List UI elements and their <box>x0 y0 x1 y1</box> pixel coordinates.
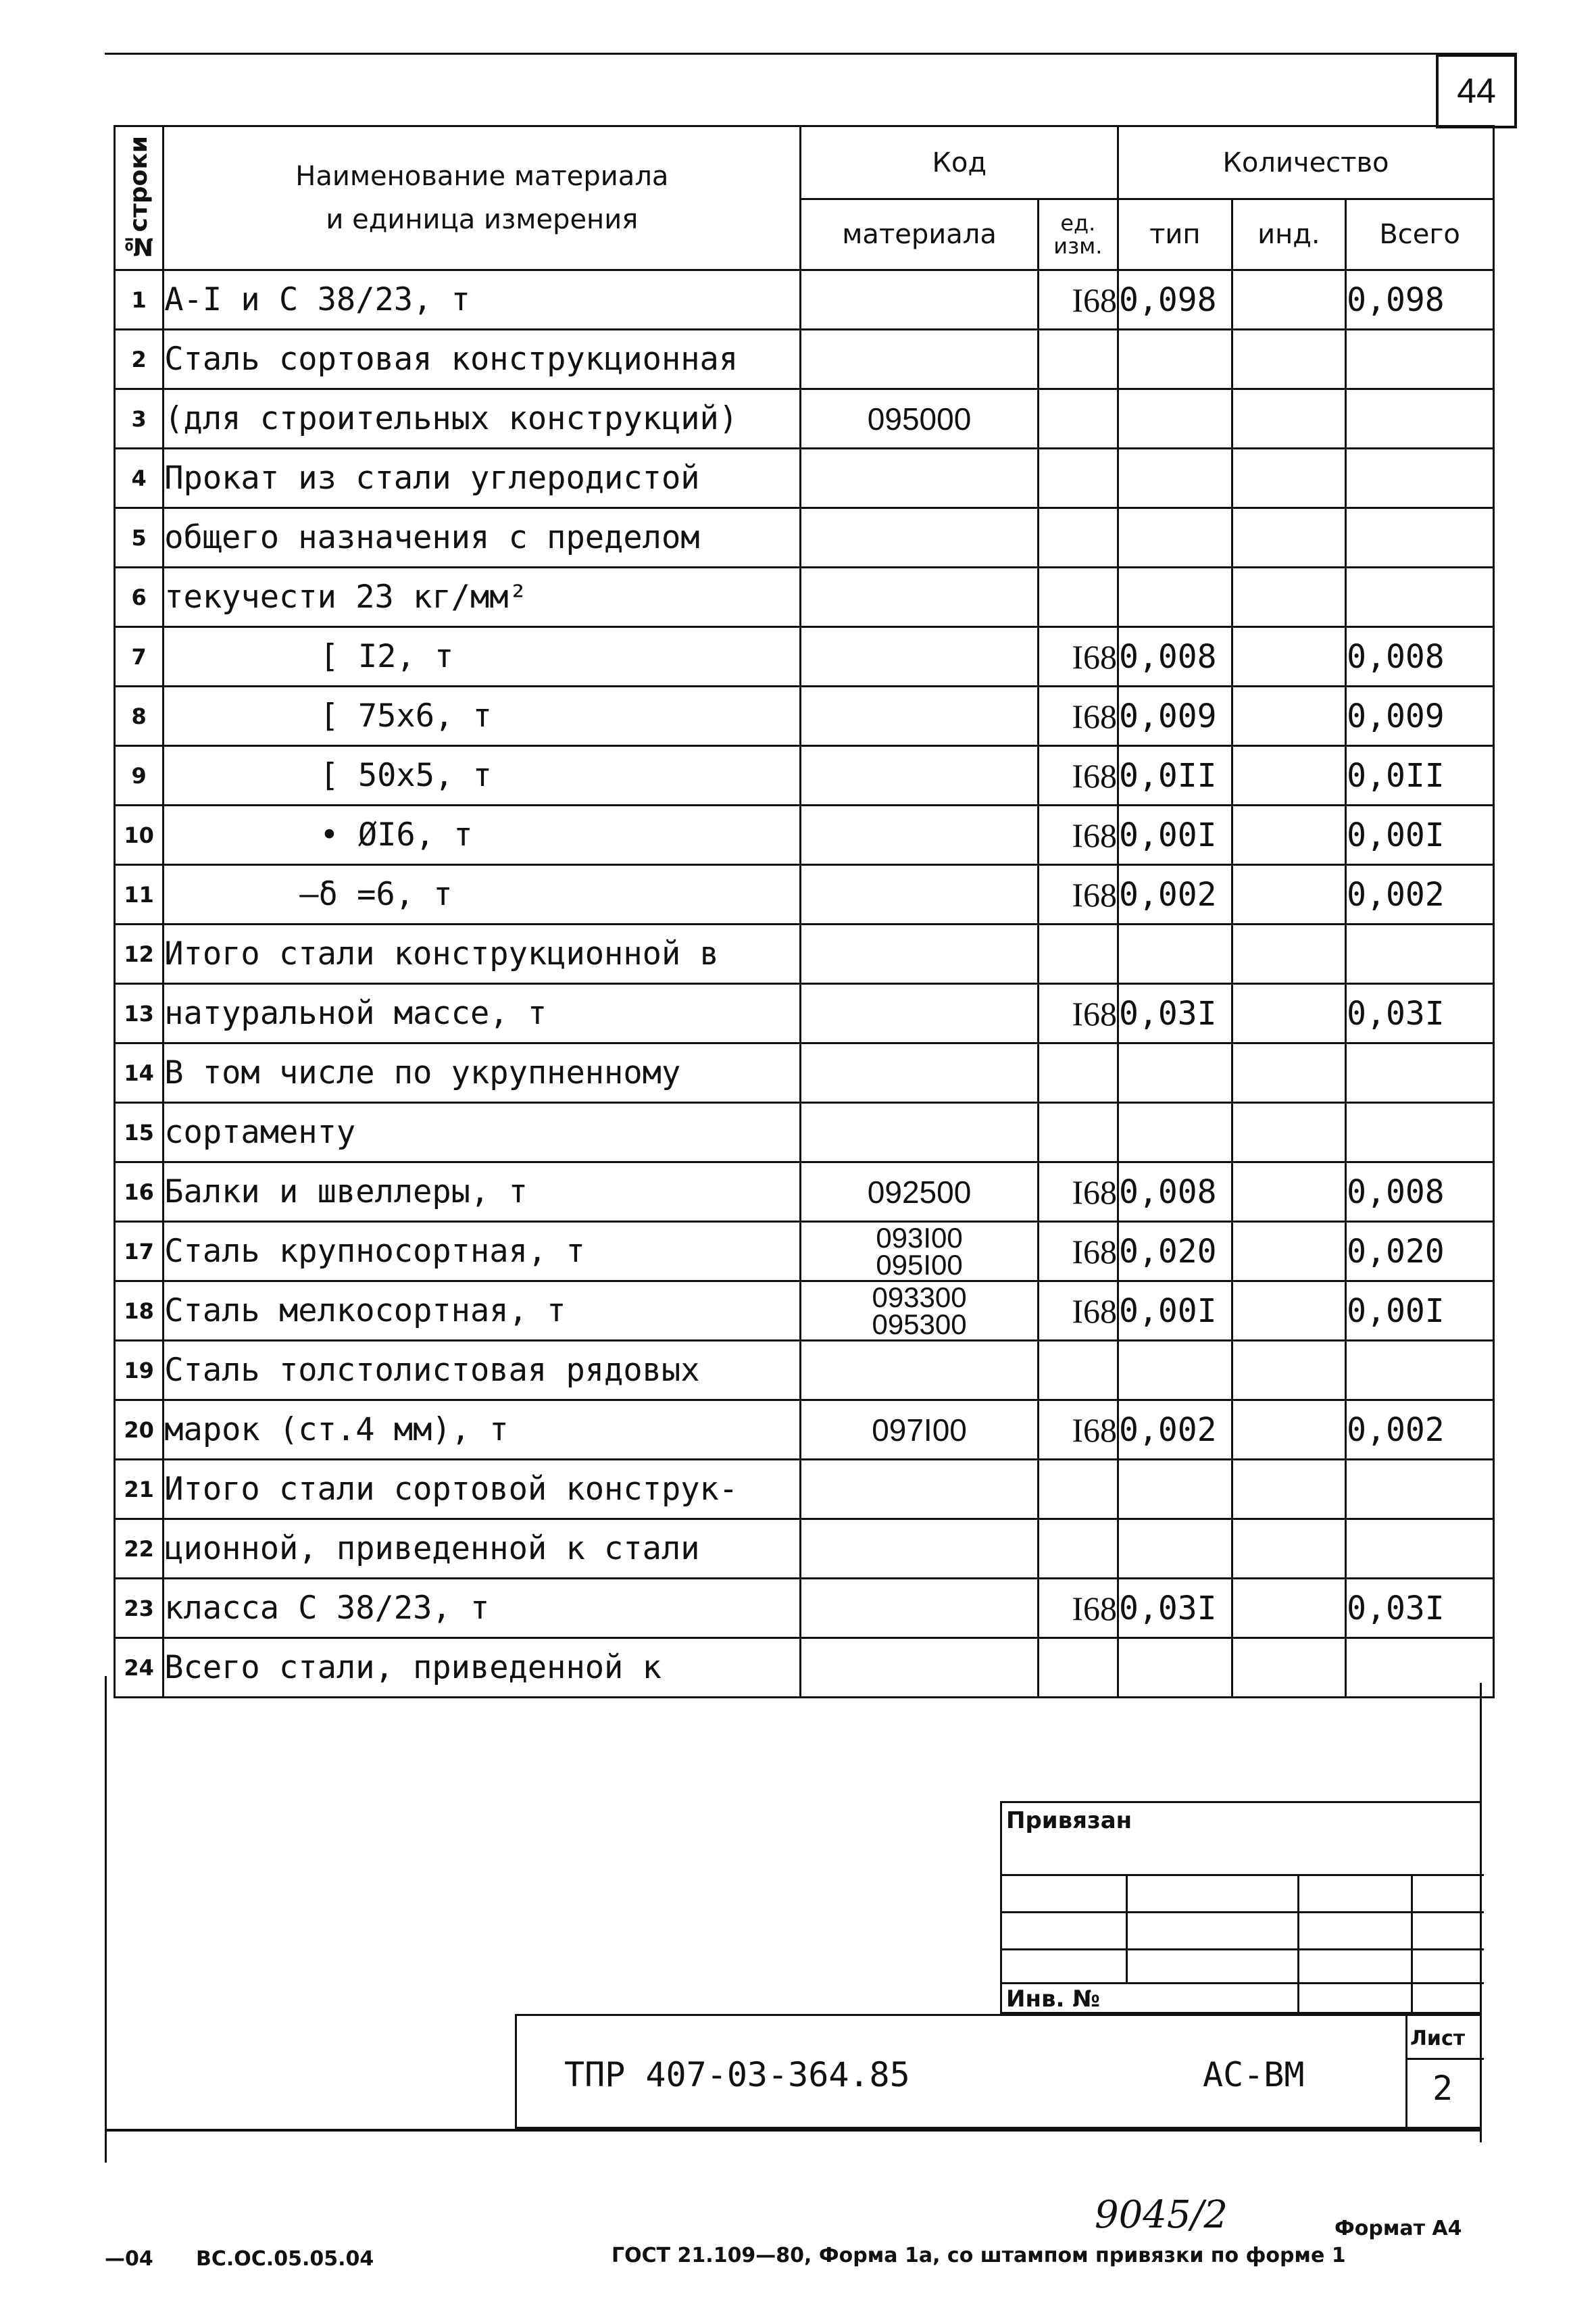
type-value <box>1118 508 1232 568</box>
table-row <box>115 687 1494 746</box>
material-code <box>801 1519 1038 1579</box>
row-number: 17 <box>115 1222 164 1281</box>
material-name-header <box>164 126 801 270</box>
total-value: 0,0II <box>1346 746 1494 806</box>
row-number: 2 <box>115 330 164 389</box>
total-value: 0,020 <box>1346 1222 1494 1281</box>
material-code-header: материала <box>801 199 1038 270</box>
unit-code <box>1038 1341 1118 1400</box>
row-number: 13 <box>115 984 164 1043</box>
unit-code: I68 <box>1038 984 1118 1043</box>
table-row <box>115 925 1494 984</box>
stamp-line <box>1297 1874 1299 2016</box>
total-value <box>1346 449 1494 508</box>
table-row <box>115 1162 1494 1222</box>
stamp-line <box>1126 1874 1128 1982</box>
unit-code <box>1038 330 1118 389</box>
table-row <box>115 1400 1494 1460</box>
ind-value <box>1232 270 1346 330</box>
material-code <box>801 1222 1038 1281</box>
unit-code <box>1038 508 1118 568</box>
handwritten-archive-number: 9045/2 <box>1095 2193 1228 2237</box>
materials-table <box>114 125 1495 1698</box>
material-code <box>801 984 1038 1043</box>
type-value <box>1118 389 1232 449</box>
ind-value <box>1232 627 1346 687</box>
ind-value <box>1232 925 1346 984</box>
total-value <box>1346 508 1494 568</box>
type-value <box>1118 1103 1232 1162</box>
type-value <box>1118 1341 1232 1400</box>
unit-code: I68 <box>1038 1222 1118 1281</box>
table-row <box>115 1281 1494 1341</box>
table-row <box>115 1579 1494 1638</box>
total-value: 0,03I <box>1346 1579 1494 1638</box>
table-row <box>115 746 1494 806</box>
material-name: • ØI6, т <box>164 806 801 865</box>
row-number: 23 <box>115 1579 164 1638</box>
unit-code <box>1038 449 1118 508</box>
material-code <box>801 627 1038 687</box>
unit-code: I68 <box>1038 1162 1118 1222</box>
ind-value <box>1232 1400 1346 1460</box>
material-name: класса С 38/23, т <box>164 1579 801 1638</box>
ind-value <box>1232 1519 1346 1579</box>
row-number: 16 <box>115 1162 164 1222</box>
total-value <box>1346 1519 1494 1579</box>
material-name: А-I и С 38/23, т <box>164 270 801 330</box>
section-code: АС-ВМ <box>1203 2055 1305 2094</box>
table-row <box>115 1222 1494 1281</box>
ind-value <box>1232 1638 1346 1698</box>
unit-header: ед. изм. <box>1038 199 1118 270</box>
material-name: Прокат из стали углеродистой <box>164 449 801 508</box>
type-value: 0,009 <box>1118 687 1232 746</box>
material-code: 095000 <box>801 389 1038 449</box>
material-name-header-line1: Наименование материала <box>295 161 669 192</box>
type-value: 0,008 <box>1118 627 1232 687</box>
total-value <box>1346 1103 1494 1162</box>
total-header: Всего <box>1346 199 1494 270</box>
table-row <box>115 508 1494 568</box>
footer-left-code: —04 <box>105 2247 153 2271</box>
total-value <box>1346 1043 1494 1103</box>
type-value: 0,002 <box>1118 865 1232 925</box>
total-value: 0,008 <box>1346 627 1494 687</box>
ind-value <box>1232 746 1346 806</box>
row-number: 1 <box>115 270 164 330</box>
row-number: 15 <box>115 1103 164 1162</box>
material-code <box>801 1043 1038 1103</box>
material-name: Итого стали сортовой конструк- <box>164 1460 801 1519</box>
material-code <box>801 270 1038 330</box>
unit-code <box>1038 1519 1118 1579</box>
table-row <box>115 627 1494 687</box>
material-code <box>801 1638 1038 1698</box>
row-number: 12 <box>115 925 164 984</box>
ind-header: инд. <box>1232 199 1346 270</box>
unit-code <box>1038 568 1118 627</box>
total-value <box>1346 925 1494 984</box>
format-label: Формат А4 <box>1335 2217 1462 2240</box>
ind-value <box>1232 568 1346 627</box>
ind-value <box>1232 330 1346 389</box>
material-code-line2: 095I00 <box>876 1248 963 1281</box>
material-code <box>801 568 1038 627</box>
material-code <box>801 508 1038 568</box>
row-number: 5 <box>115 508 164 568</box>
row-number: 10 <box>115 806 164 865</box>
material-name: [ 75x6, т <box>164 687 801 746</box>
total-value: 0,009 <box>1346 687 1494 746</box>
material-code <box>801 1579 1038 1638</box>
total-value <box>1346 330 1494 389</box>
title-block <box>515 2014 1482 2129</box>
unit-code: I68 <box>1038 627 1118 687</box>
unit-code <box>1038 1043 1118 1103</box>
title-divider <box>1405 2016 1407 2131</box>
inventory-number-label: Инв. № <box>1006 1986 1101 2013</box>
type-value: 0,0II <box>1118 746 1232 806</box>
left-frame-line <box>105 1676 107 2163</box>
material-name: Сталь крупносортная, т <box>164 1222 801 1281</box>
total-value <box>1346 1341 1494 1400</box>
ind-value <box>1232 1460 1346 1519</box>
sheet-label: Лист <box>1410 2027 1466 2050</box>
material-name: [ 50x5, т <box>164 746 801 806</box>
row-number: 8 <box>115 687 164 746</box>
ind-value <box>1232 687 1346 746</box>
type-value: 0,03I <box>1118 1579 1232 1638</box>
material-code <box>801 687 1038 746</box>
material-code <box>801 1281 1038 1341</box>
row-number-header-label: №строки <box>125 136 153 260</box>
binding-label: Привязан <box>1006 1807 1132 1834</box>
row-number: 7 <box>115 627 164 687</box>
table-row <box>115 865 1494 925</box>
row-number: 6 <box>115 568 164 627</box>
row-number: 19 <box>115 1341 164 1400</box>
material-code <box>801 1341 1038 1400</box>
row-number: 9 <box>115 746 164 806</box>
total-value <box>1346 1638 1494 1698</box>
unit-code <box>1038 1460 1118 1519</box>
ind-value <box>1232 865 1346 925</box>
row-number: 24 <box>115 1638 164 1698</box>
total-value: 0,002 <box>1346 865 1494 925</box>
row-number-header <box>115 126 164 270</box>
binding-stamp <box>1000 1801 1482 2014</box>
table-row <box>115 449 1494 508</box>
title-divider <box>1405 2058 1484 2060</box>
ind-value <box>1232 1043 1346 1103</box>
table-row <box>115 1043 1494 1103</box>
material-name: Балки и швеллеры, т <box>164 1162 801 1222</box>
material-name: Итого стали конструкционной в <box>164 925 801 984</box>
table-row <box>115 1519 1494 1579</box>
ind-value <box>1232 1103 1346 1162</box>
row-number: 3 <box>115 389 164 449</box>
material-code-line2: 095300 <box>872 1308 967 1340</box>
ind-value <box>1232 508 1346 568</box>
material-code <box>801 925 1038 984</box>
material-code <box>801 1460 1038 1519</box>
row-number: 21 <box>115 1460 164 1519</box>
material-name: Сталь толстолистовая рядовых <box>164 1341 801 1400</box>
table-row <box>115 984 1494 1043</box>
ind-value <box>1232 806 1346 865</box>
ind-value <box>1232 1341 1346 1400</box>
quantity-header: Количество <box>1118 126 1494 199</box>
type-value: 0,020 <box>1118 1222 1232 1281</box>
ind-value <box>1232 1579 1346 1638</box>
table-row <box>115 1103 1494 1162</box>
type-value <box>1118 1519 1232 1579</box>
total-value <box>1346 389 1494 449</box>
row-number: 14 <box>115 1043 164 1103</box>
code-header: Код <box>801 126 1118 199</box>
material-name: [ I2, т <box>164 627 801 687</box>
total-value: 0,002 <box>1346 1400 1494 1460</box>
sheet-number: 2 <box>1432 2069 1453 2108</box>
ind-value <box>1232 1222 1346 1281</box>
material-name: (для строительных конструкций) <box>164 389 801 449</box>
ind-value <box>1232 984 1346 1043</box>
unit-code: I68 <box>1038 1579 1118 1638</box>
unit-code: I68 <box>1038 1281 1118 1341</box>
table-row <box>115 1460 1494 1519</box>
material-name: общего назначения с пределом <box>164 508 801 568</box>
type-value: 0,008 <box>1118 1162 1232 1222</box>
ind-value <box>1232 1162 1346 1222</box>
type-value <box>1118 449 1232 508</box>
type-value: 0,098 <box>1118 270 1232 330</box>
material-name: В том числе по укрупненному <box>164 1043 801 1103</box>
row-number: 4 <box>115 449 164 508</box>
material-code <box>801 449 1038 508</box>
type-value <box>1118 1043 1232 1103</box>
ind-value <box>1232 389 1346 449</box>
total-value: 0,008 <box>1346 1162 1494 1222</box>
row-number: 11 <box>115 865 164 925</box>
type-value <box>1118 1638 1232 1698</box>
unit-code <box>1038 1638 1118 1698</box>
unit-code: I68 <box>1038 806 1118 865</box>
total-value: 0,098 <box>1346 270 1494 330</box>
material-name: Сталь сортовая конструкционная <box>164 330 801 389</box>
material-code <box>801 1103 1038 1162</box>
type-header: тип <box>1118 199 1232 270</box>
unit-code: I68 <box>1038 687 1118 746</box>
unit-code: I68 <box>1038 865 1118 925</box>
material-name: сортаменту <box>164 1103 801 1162</box>
gost-reference: ГОСТ 21.109—80, Форма 1а, со штампом привязки по форме 1 <box>612 2244 1346 2267</box>
total-value: 0,00I <box>1346 806 1494 865</box>
table-row <box>115 568 1494 627</box>
total-value <box>1346 1460 1494 1519</box>
material-code <box>801 746 1038 806</box>
material-code: 092500 <box>801 1162 1038 1222</box>
type-value: 0,00I <box>1118 806 1232 865</box>
total-value <box>1346 568 1494 627</box>
stamp-line <box>1411 1874 1413 2016</box>
type-value: 0,03I <box>1118 984 1232 1043</box>
material-code-line1: 093300 <box>872 1281 967 1313</box>
table-row <box>115 1638 1494 1698</box>
type-value: 0,00I <box>1118 1281 1232 1341</box>
unit-code: I68 <box>1038 1400 1118 1460</box>
unit-code: I68 <box>1038 746 1118 806</box>
material-code: 097I00 <box>801 1400 1038 1460</box>
material-name-header-line2: и единица измерения <box>326 204 639 235</box>
material-code <box>801 330 1038 389</box>
page-number: 44 <box>1436 54 1517 128</box>
ind-value <box>1232 449 1346 508</box>
unit-code <box>1038 1103 1118 1162</box>
material-name: Всего стали, приведенной к <box>164 1638 801 1698</box>
material-code <box>801 865 1038 925</box>
total-value: 0,03I <box>1346 984 1494 1043</box>
top-frame-line <box>105 53 1517 55</box>
material-name: Сталь мелкосортная, т <box>164 1281 801 1341</box>
bottom-frame-line <box>105 2129 1482 2132</box>
material-name: ционной, приведенной к стали <box>164 1519 801 1579</box>
footer-left-text: ВС.ОС.05.05.04 <box>196 2247 374 2271</box>
total-value: 0,00I <box>1346 1281 1494 1341</box>
row-number: 20 <box>115 1400 164 1460</box>
table-row <box>115 389 1494 449</box>
table-row <box>115 1341 1494 1400</box>
unit-code <box>1038 389 1118 449</box>
material-name: натуральной массе, т <box>164 984 801 1043</box>
unit-code <box>1038 925 1118 984</box>
document-code: ТПР 407-03-364.85 <box>564 2055 910 2094</box>
type-value <box>1118 925 1232 984</box>
material-name: марок (ст.4 мм), т <box>164 1400 801 1460</box>
type-value <box>1118 1460 1232 1519</box>
type-value <box>1118 330 1232 389</box>
type-value <box>1118 568 1232 627</box>
type-value: 0,002 <box>1118 1400 1232 1460</box>
ind-value <box>1232 1281 1346 1341</box>
material-code-line1: 093I00 <box>876 1221 963 1254</box>
table-row <box>115 270 1494 330</box>
row-number: 18 <box>115 1281 164 1341</box>
unit-code: I68 <box>1038 270 1118 330</box>
material-name: —δ =6, т <box>164 865 801 925</box>
material-code <box>801 806 1038 865</box>
table-row <box>115 330 1494 389</box>
row-number: 22 <box>115 1519 164 1579</box>
material-name: текучести 23 кг/мм² <box>164 568 801 627</box>
table-row <box>115 806 1494 865</box>
